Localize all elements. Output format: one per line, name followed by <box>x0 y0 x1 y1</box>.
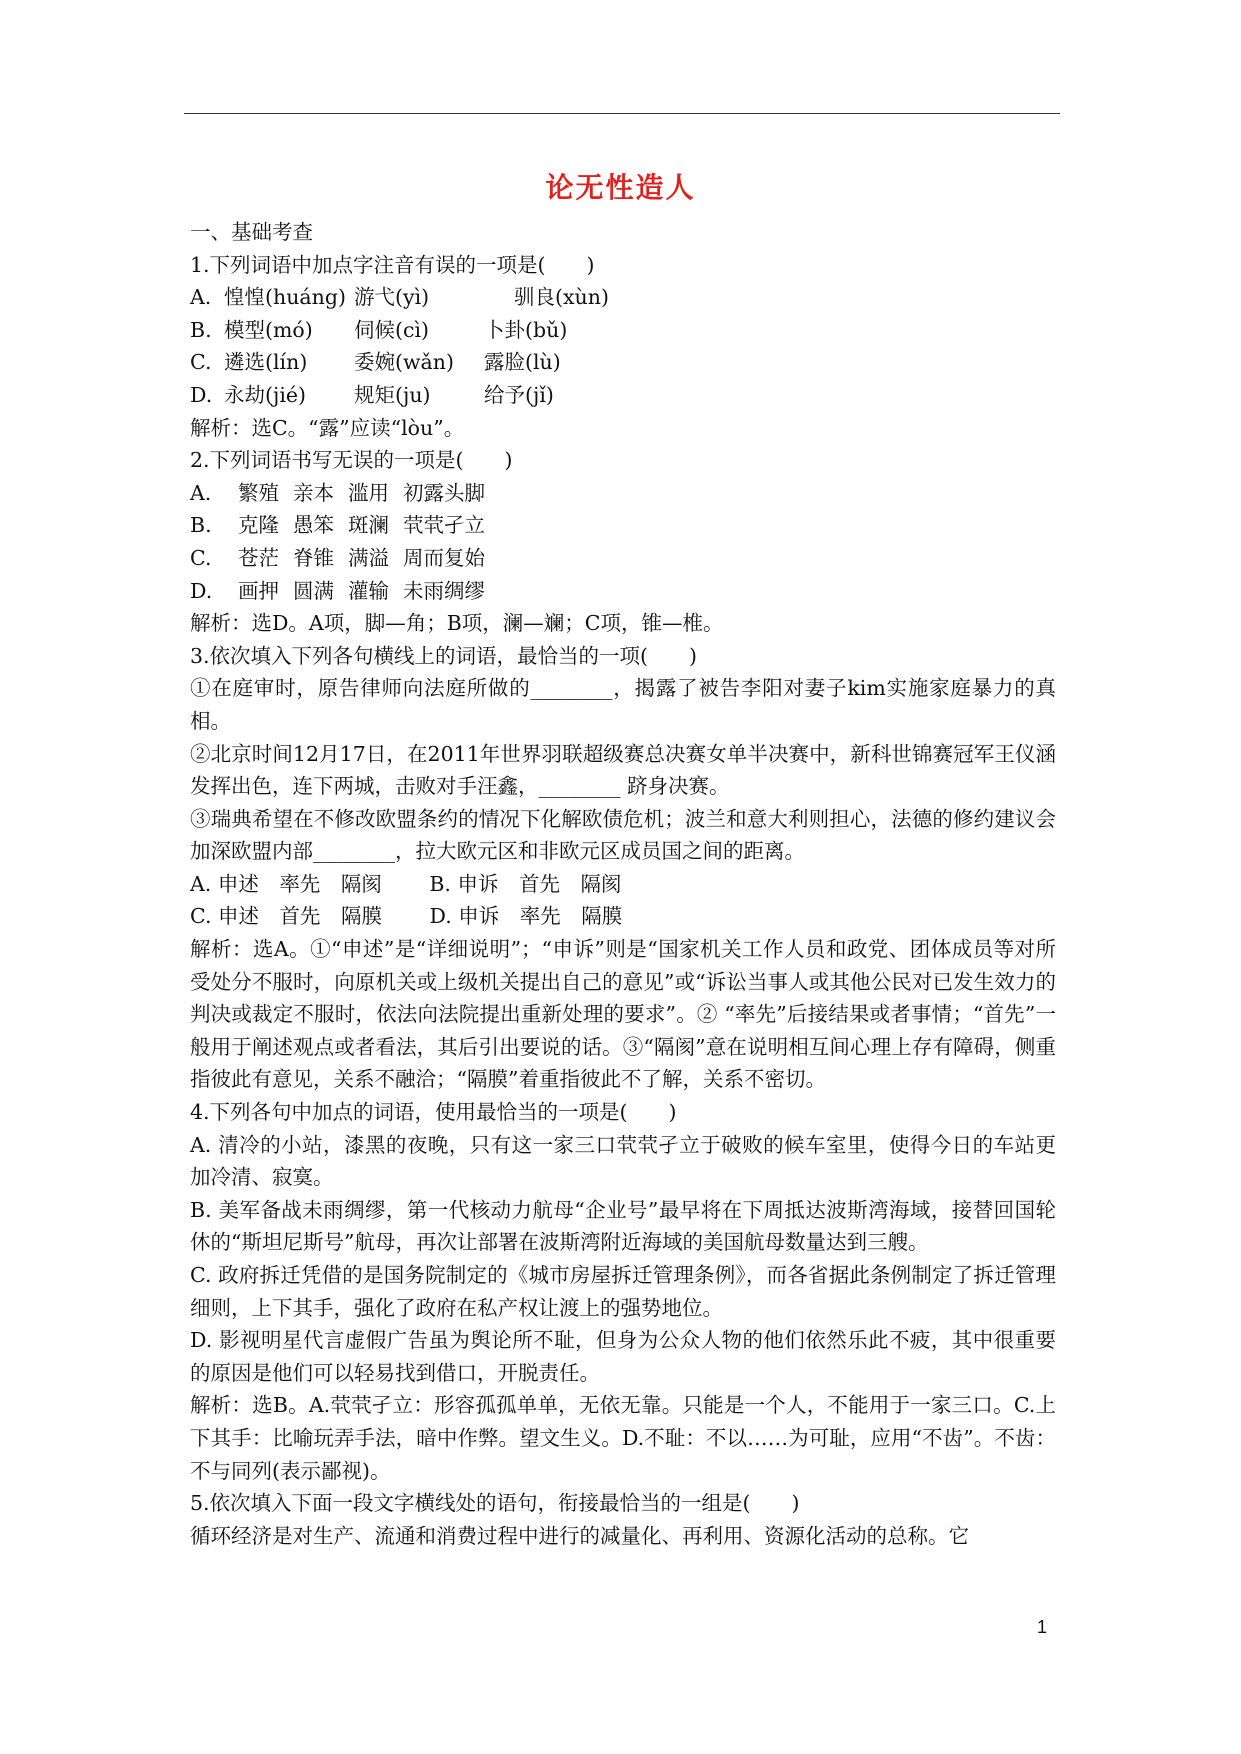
q3-sentence-2: ②北京时间12月17日，在2011年世界羽联超级赛总决赛女单半决赛中，新科世锦赛冠军王仪涵发挥出色，连下两城，击败对手汪鑫，________ 跻身决赛。 <box>190 741 1056 799</box>
q3-answer: 解析：选A。①“申述”是“详细说明”；“申诉”则是“国家机关工作人员和政党、团体成员等对所受处分不服时，向原机关或上级机关提出自己的意见”或“诉讼当事人或其他公民对已发生效力的判决或裁定不服时，依法向法院提出重新处理的要求”。② “率先”后接结果或者事情；“首先”一般用于阐述观点或者看法，其后引出要说的话。③“隔阂”意在说明相互间心理上存有障碍，侧重指彼此有意见，关系不融洽；“隔膜”着重指彼此不了解，关系不密切。 <box>190 937 1056 1092</box>
q4-option-d: D. 影视明星代言虚假广告虽为舆论所不耻，但身为公众人物的他们依然乐此不疲，其中很重要的原因是他们可以轻易找到借口，开脱责任。 <box>190 1328 1056 1385</box>
q5-text: 循环经济是对生产、流通和消费过程中进行的减量化、再利用、资源化活动的总称。它 <box>190 1523 969 1548</box>
q1-option-b: B. 模型(mó) 伺候(cì) 卜卦(bǔ) <box>190 317 568 342</box>
q1-option-a: A. 惶惶(huáng) 游弋(yì) 驯良(xùn) <box>190 285 609 310</box>
q2-option-a: A. 繁殖 亲本 滥用 初露头脚 <box>190 480 485 505</box>
document-title: 论无性造人 <box>545 171 696 204</box>
q3-sentence-1: ①在庭审时，原告律师向法庭所做的________，揭露了被告李阳对妻子kim实施家庭暴力的真相。 <box>190 676 1056 733</box>
q1-option-c: C. 遴选(lín) 委婉(wǎn) 露脸(lù) <box>190 350 561 375</box>
q3-options-ab: A. 申述 率先 隔阂 B. 申诉 首先 隔阂 <box>190 871 622 896</box>
q3-sentence-3: ③瑞典希望在不修改欧盟条约的情况下化解欧债危机；波兰和意大利则担心，法德的修约建议会加深欧盟内部________，拉大欧元区和非欧元区成员国之间的距离。 <box>190 806 1056 864</box>
q4-answer: 解析：选B。A.茕茕孑立：形容孤孤单单，无依无靠。只能是一个人，不能用于一家三口。C.上下其手：比喻玩弄手法，暗中作弊。望文生义。D.不耻：不以……为可耻，应用“不齿”。不齿：不与同列(表示鄙视)。 <box>190 1393 1056 1483</box>
q1-option-d: D. 永劫(jié) 规矩(ju) 给予(jǐ) <box>190 382 554 407</box>
q4-stem: 4.下列各句中加点的词语，使用最恰当的一项是( ) <box>190 1100 677 1125</box>
q4-option-a: A. 清冷的小站，漆黑的夜晚，只有这一家三口茕茕孑立于破败的候车室里，使得今日的车站更加冷清、寂寞。 <box>190 1132 1056 1190</box>
section-heading: 一、基础考查 <box>190 220 313 244</box>
q3-stem: 3.依次填入下列各句横线上的词语，最恰当的一项( ) <box>190 643 698 668</box>
q4-option-b: B. 美军备战未雨绸缪，第一代核动力航母“企业号”最早将在下周抵达波斯湾海域，接替回国轮休的“斯坦尼斯号”航母，再次让部署在波斯湾附近海域的美国航母数量达到三艘。 <box>190 1197 1056 1255</box>
q2-option-b: B. 克隆 愚笨 斑澜 茕茕孑立 <box>190 513 485 538</box>
q2-stem: 2.下列词语书写无误的一项是( ) <box>190 448 513 473</box>
q3-options-cd: C. 申述 首先 隔膜 D. 申诉 率先 隔膜 <box>190 904 623 929</box>
header-rule <box>184 113 1060 114</box>
q2-answer: 解析：选D。A项，脚—角；B项，澜—斓；C项，锥—椎。 <box>190 611 724 636</box>
q5-stem: 5.依次填入下面一段文字横线处的语句，衔接最恰当的一组是( ) <box>190 1491 800 1516</box>
document-body <box>190 216 1056 1552</box>
q1-answer: 解析：选C。“露”应读“lòu”。 <box>190 415 465 440</box>
q4-option-c: C. 政府拆迁凭借的是国务院制定的《城市房屋拆迁管理条例》，而各省据此条例制定了拆迁管理细则，上下其手，强化了政府在私产权让渡上的强势地位。 <box>190 1263 1056 1320</box>
q1-stem: 1.下列词语中加点字注音有误的一项是( ) <box>190 252 595 277</box>
q2-option-d: D. 画押 圆满 灌输 未雨绸缪 <box>190 578 485 603</box>
page-number: 1 <box>1037 1617 1048 1637</box>
q2-option-c: C. 苍茫 脊锥 满溢 周而复始 <box>190 545 485 570</box>
